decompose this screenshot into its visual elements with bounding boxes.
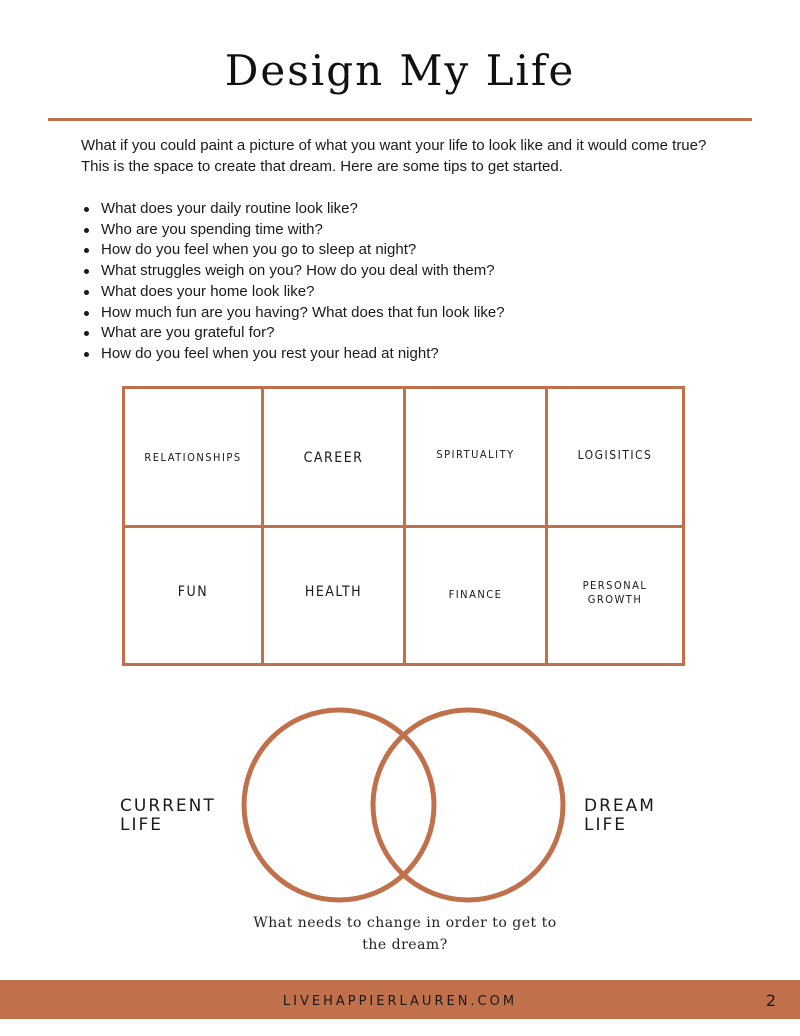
life-areas-grid xyxy=(122,386,685,666)
tip-item xyxy=(81,282,731,303)
tip-text: How do you feel when you rest your head at night? xyxy=(101,344,439,362)
grid-cell-finance: FINANCE xyxy=(448,587,503,601)
tip-item xyxy=(81,323,731,344)
tip-item xyxy=(81,240,731,261)
bullet-icon xyxy=(84,290,89,295)
footer-bar xyxy=(0,980,800,1019)
grid-cell-career: CAREER xyxy=(303,450,364,466)
grid-cell-logistics: LOGISITICS xyxy=(577,448,653,462)
tip-item xyxy=(81,344,731,365)
tip-item xyxy=(81,303,731,324)
grid-cell-health: HEALTH xyxy=(304,584,363,600)
tip-text: What struggles weigh on you? How do you deal with them? xyxy=(101,262,495,280)
page-number: 2 xyxy=(765,991,776,1010)
tip-text: Who are you spending time with? xyxy=(101,220,323,238)
grid-cell-personal-growth: PERSONAL GROWTH xyxy=(582,578,648,606)
current-life-label: CURRENT LIFE xyxy=(120,796,216,835)
grid-cell-relationships: RELATIONSHIPS xyxy=(144,451,242,464)
current-life-circle xyxy=(244,710,434,900)
bullet-icon xyxy=(84,269,89,274)
tip-item xyxy=(81,199,731,220)
bullet-icon xyxy=(84,207,89,212)
tip-text: How do you feel when you go to sleep at night? xyxy=(101,241,417,259)
grid-cell-fun: FUN xyxy=(177,584,209,600)
tip-text: What does your home look like? xyxy=(101,282,315,300)
tip-item xyxy=(81,220,731,241)
page-title: Design My Life xyxy=(224,46,576,95)
bullet-icon xyxy=(84,228,89,233)
grid-cell-spirituality: SPIRTUALITY xyxy=(436,448,515,461)
tip-text: What are you grateful for? xyxy=(101,324,275,342)
tip-text: How much fun are you having? What does that fun look like? xyxy=(101,303,505,321)
bullet-icon xyxy=(84,311,89,316)
bullet-icon xyxy=(84,352,89,357)
footer-url: LIVEHAPPIERLAUREN.COM xyxy=(282,994,518,1009)
dream-life-circle xyxy=(373,710,563,900)
bullet-icon xyxy=(84,331,89,336)
title-divider xyxy=(48,118,752,121)
venn-question: What needs to change in order to get to the dream? xyxy=(253,915,557,953)
tips-list xyxy=(81,199,731,365)
bullet-icon xyxy=(84,248,89,253)
intro-paragraph: What if you could paint a picture of what you want your life to look like and it would come true? This is the space to create that dream. Here are some tips to get started. xyxy=(81,137,707,175)
tip-item xyxy=(81,261,731,282)
venn-diagram xyxy=(240,703,570,907)
dream-life-label: DREAM LIFE xyxy=(584,796,656,835)
tip-text: What does your daily routine look like? xyxy=(101,200,358,217)
